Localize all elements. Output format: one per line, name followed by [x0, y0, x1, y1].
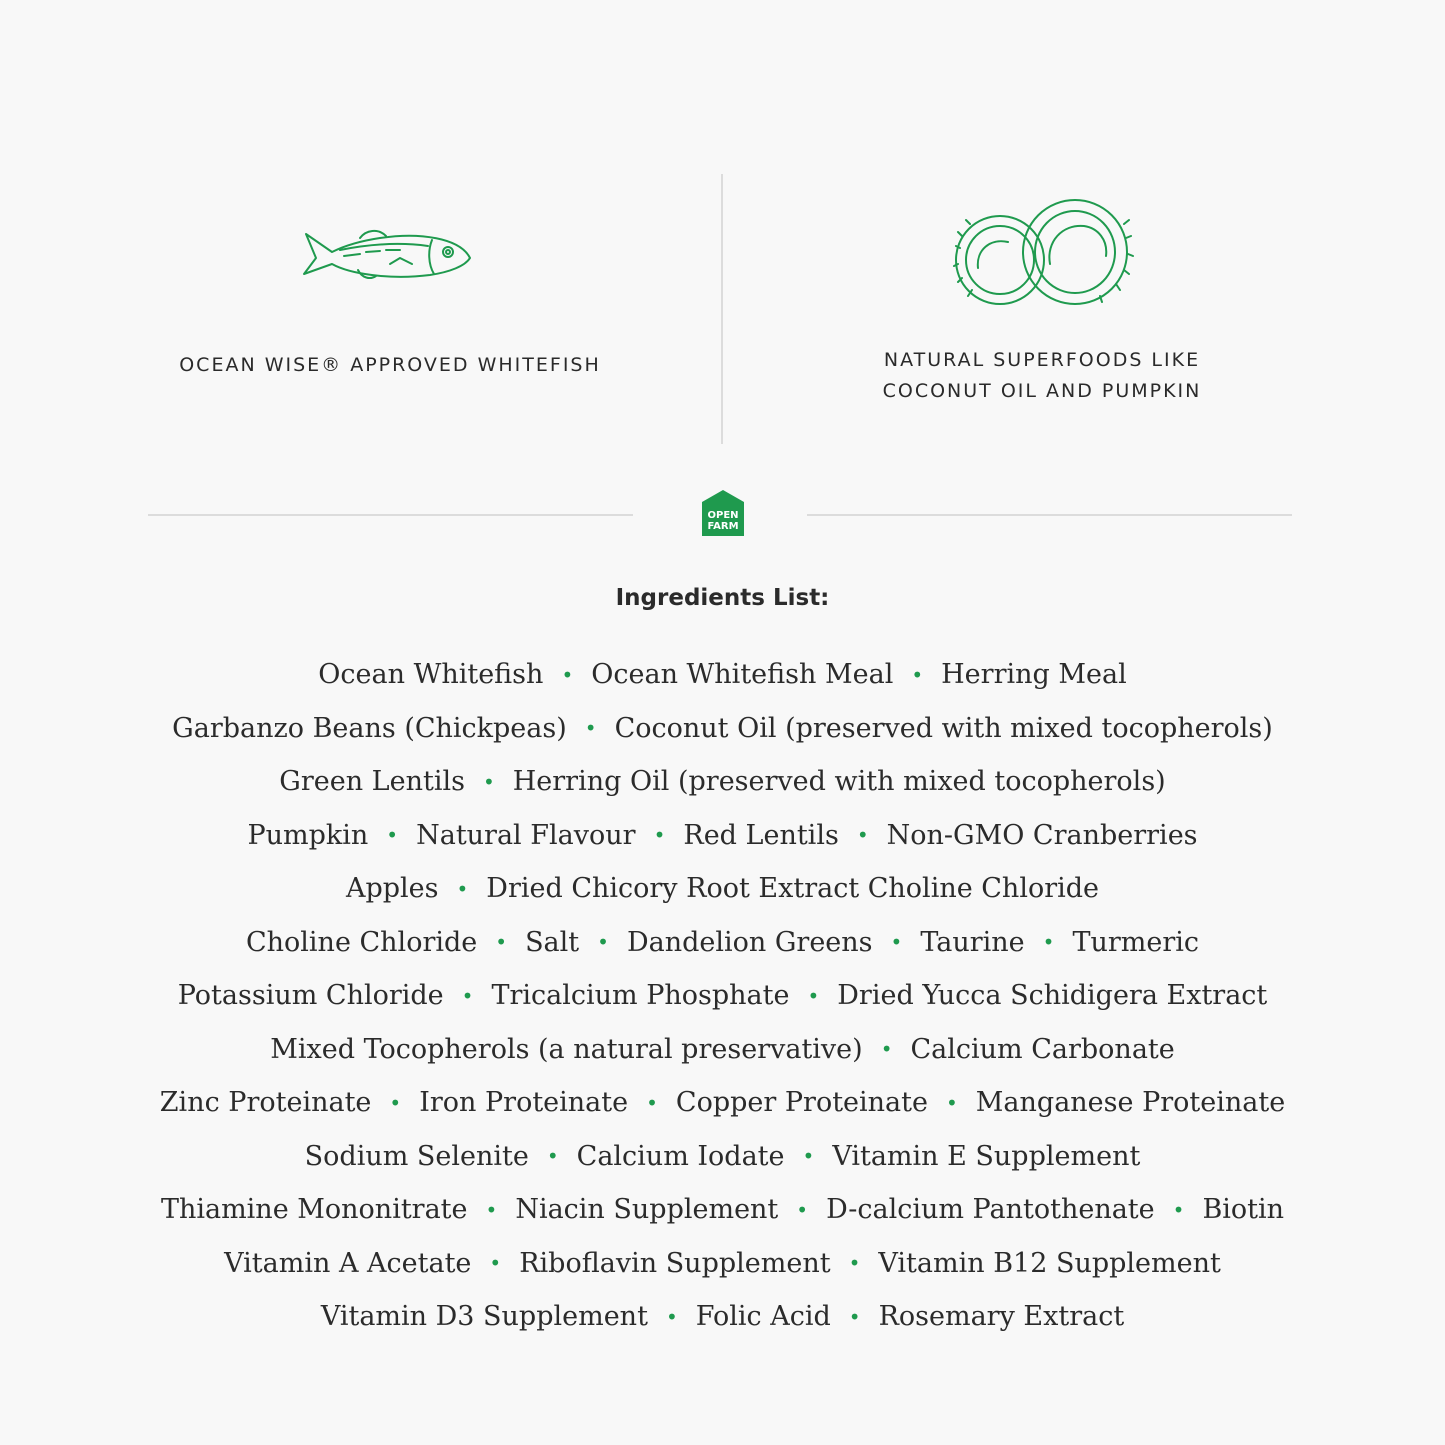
bullet-dot-icon: • [482, 769, 495, 794]
bullet-dot-icon: • [848, 1251, 861, 1276]
bullet-dot-icon: • [848, 1304, 861, 1329]
ingredient-item: Herring Oil (preserved with mixed tocopherols) [512, 766, 1166, 798]
ingredient-item: Taurine [920, 926, 1025, 958]
ingredient-item: Niacin Supplement [515, 1194, 779, 1226]
ingredient-item: Folic Acid [695, 1301, 831, 1333]
feature-caption [110, 350, 670, 381]
ingredient-item: Vitamin B12 Supplement [878, 1247, 1221, 1279]
horizontal-divider-left [148, 514, 633, 516]
bullet-dot-icon: • [1042, 930, 1055, 955]
bullet-dot-icon: • [485, 1197, 498, 1222]
bullet-dot-icon: • [880, 1037, 893, 1062]
ingredient-item: Vitamin A Acetate [224, 1247, 472, 1279]
bullet-dot-icon: • [856, 823, 869, 848]
ingredient-item: Green Lentils [279, 766, 465, 798]
bullet-dot-icon: • [561, 662, 574, 687]
ingredient-item: Ocean Whitefish Meal [591, 659, 894, 691]
bullet-dot-icon: • [802, 1144, 815, 1169]
ingredient-item: Garbanzo Beans (Chickpeas) [172, 712, 567, 744]
ingredient-row [0, 755, 1445, 809]
bullet-dot-icon: • [461, 983, 474, 1008]
logo-line2: FARM [707, 521, 739, 532]
ingredient-row [0, 1023, 1445, 1077]
caption-line: NATURAL SUPERFOODS LIKE [883, 349, 1201, 371]
ingredient-row [0, 1130, 1445, 1184]
ingredient-item: Riboflavin Supplement [519, 1247, 831, 1279]
ingredient-row [0, 648, 1445, 702]
bullet-dot-icon: • [796, 1197, 809, 1222]
ingredient-row [0, 1076, 1445, 1130]
ingredient-row [0, 1237, 1445, 1291]
ingredient-item: Dried Chicory Root Extract Choline Chloride [486, 873, 1100, 905]
ingredient-item: Rosemary Extract [878, 1301, 1125, 1333]
ingredient-item: Turmeric [1072, 926, 1199, 958]
caption-line: OCEAN WISE® APPROVED WHITEFISH [179, 354, 601, 376]
logo-line1: OPEN [707, 510, 739, 521]
ingredient-item: Thiamine Mononitrate [160, 1194, 468, 1226]
ingredient-item: Vitamin D3 Supplement [320, 1301, 648, 1333]
ingredient-item: Sodium Selenite [304, 1140, 529, 1172]
vertical-divider [721, 174, 723, 444]
ingredient-item: Apples [345, 873, 439, 905]
ingredient-item: Red Lentils [683, 819, 839, 851]
horizontal-divider-right [807, 514, 1292, 516]
ingredient-item: Ocean Whitefish [318, 659, 544, 691]
bullet-dot-icon: • [597, 930, 609, 955]
ingredient-item: Pumpkin [247, 819, 369, 851]
fish-icon [110, 190, 670, 320]
bullet-dot-icon: • [1172, 1197, 1185, 1222]
bullet-dot-icon: • [653, 823, 666, 848]
ingredient-row [0, 916, 1445, 970]
ingredient-item: Calcium Iodate [576, 1140, 785, 1172]
bullet-dot-icon: • [546, 1144, 559, 1169]
ingredient-row [0, 1290, 1445, 1344]
feature-caption [762, 345, 1322, 407]
ingredient-item: Non-GMO Cranberries [886, 819, 1198, 851]
ingredient-item: Dandelion Greens [626, 926, 873, 958]
ingredient-row [0, 969, 1445, 1023]
bullet-dot-icon: • [495, 930, 508, 955]
bullet-dot-icon: • [456, 876, 469, 901]
ingredient-row [0, 1183, 1445, 1237]
bullet-dot-icon: • [489, 1251, 502, 1276]
bullet-dot-icon: • [646, 1090, 658, 1115]
ingredient-item: Salt [525, 926, 580, 958]
ingredient-row [0, 862, 1445, 916]
ingredients-title: Ingredients List: [615, 585, 830, 611]
ingredient-item: Natural Flavour [416, 819, 636, 851]
features-section [0, 0, 1445, 460]
ingredient-item: Coconut Oil (preserved with mixed tocopherols) [614, 712, 1273, 744]
ingredient-item: Zinc Proteinate [159, 1087, 372, 1119]
bullet-dot-icon: • [389, 1090, 402, 1115]
bullet-dot-icon: • [665, 1304, 678, 1329]
ingredient-item: Biotin [1202, 1194, 1285, 1226]
caption-line: COCONUT OIL AND PUMPKIN [882, 380, 1202, 402]
open-farm-logo [700, 488, 746, 538]
ingredients-list [0, 648, 1445, 1344]
ingredient-item: Vitamin E Supplement [832, 1140, 1141, 1172]
ingredient-item: Mixed Tocopherols (a natural preservative) [270, 1033, 863, 1065]
ingredient-item: Dried Yucca Schidigera Extract [837, 980, 1268, 1012]
bullet-dot-icon: • [911, 662, 924, 687]
ingredient-item: Potassium Chloride [177, 980, 444, 1012]
bullet-dot-icon: • [890, 930, 903, 955]
ingredient-item: D-calcium Pantothenate [826, 1194, 1155, 1226]
ingredient-item: Calcium Carbonate [910, 1033, 1175, 1065]
bullet-dot-icon: • [584, 716, 597, 741]
feature-superfoods [762, 190, 1322, 407]
ingredient-item: Copper Proteinate [675, 1087, 928, 1119]
ingredient-row [0, 809, 1445, 863]
ingredient-item: Tricalcium Phosphate [491, 980, 790, 1012]
coconut-icon [762, 190, 1322, 320]
ingredient-item: Choline Chloride [245, 926, 478, 958]
bullet-dot-icon: • [945, 1090, 958, 1115]
bullet-dot-icon: • [807, 983, 820, 1008]
ingredient-item: Iron Proteinate [419, 1087, 629, 1119]
bullet-dot-icon: • [386, 823, 399, 848]
feature-whitefish [110, 190, 670, 381]
ingredient-item: Manganese Proteinate [975, 1087, 1286, 1119]
ingredient-item: Herring Meal [941, 659, 1127, 691]
ingredient-row [0, 702, 1445, 756]
